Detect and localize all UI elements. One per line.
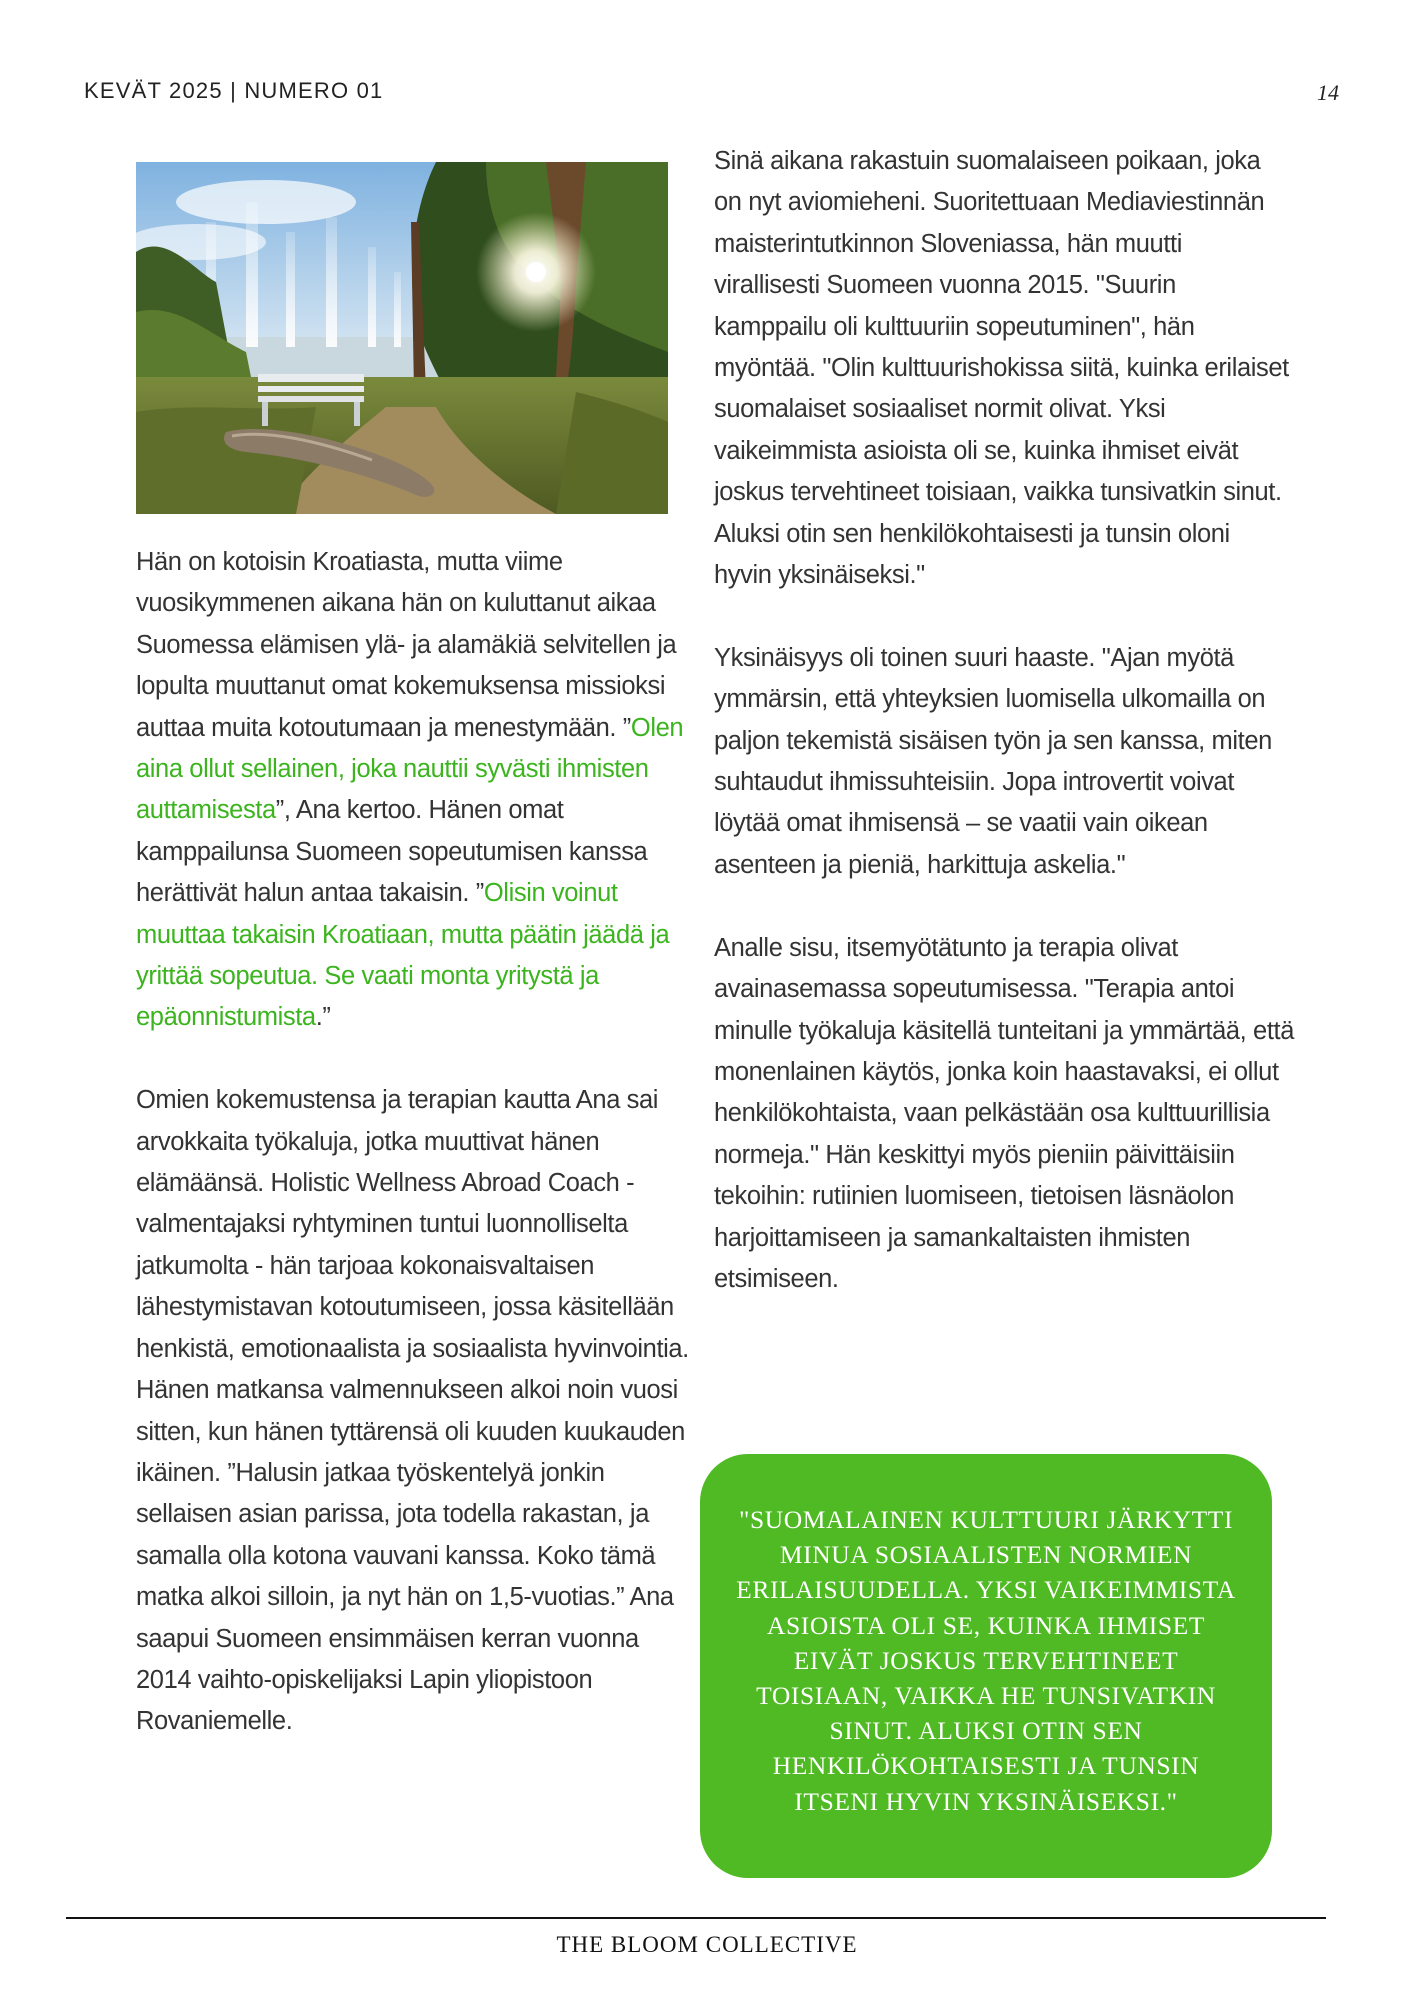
pull-quote-box: [700, 1454, 1272, 1878]
footer-divider: [66, 1917, 1326, 1919]
issue-label: KEVÄT 2025 | NUMERO 01: [84, 78, 384, 103]
right-column: [714, 141, 1294, 1342]
highlighted-quote-2: Olisin voinut muuttaa takaisin Kroatiaan, mutta päätin jäädä ja yrittää sopeutua. Se vaati monta yritystä ja epäonnistumista: [136, 879, 670, 1032]
lakeside-park-photo: [136, 162, 668, 514]
pull-quote-text: "SUOMALAINEN KULTTUURI JÄRKYTTI MINUA SOSIAALISTEN NORMIEN ERILAISUUDELLA. YKSI VAIKEIMMISTA ASIOISTA OLI SE, KUINKA IHMISET EIVÄT JOSKUS TERVEHTINEET TOISIAAN, VAIKKA HE TUNSIVATKIN SINUT. ALUKSI OTIN SEN HENKILÖKOHTAISESTI JA TUNSIN ITSENI HYVIN YKSINÄISEKSI.": [736, 1505, 1236, 1816]
highlighted-quote-1: Olen aina ollut sellainen, joka nauttii syvästi ihmisten auttamisesta: [136, 713, 684, 825]
left-paragraph-1-text-c: .”: [315, 1003, 331, 1032]
right-paragraph-1: Sinä aikana rakastuin suomalaiseen poikaan, joka on nyt aviomieheni. Suoritettuaan Mediaviestinnän maisterintutkinnon Sloveniassa, hän muutti virallisesti Suomeen vuonna 2015. "Suurin kamppailu oli kulttuuriin sopeutuminen", hän myöntää. "Olin kulttuurishokissa siitä, kuinka erilaiset suomalaiset sosiaaliset normit olivat. Yksi vaikeimmista asioista oli se, kuinka ihmiset eivät joskus tervehtineet toisiaan, vaikka tunsivatkin sinut. Aluksi otin sen henkilökohtaisesti ja tunsin oloni hyvin yksinäiseksi.": [714, 147, 1289, 590]
left-column: [136, 542, 696, 1784]
magazine-footer: THE BLOOM COLLECTIVE: [556, 1932, 858, 1957]
page-number: 14: [1317, 80, 1339, 105]
right-paragraph-3: Analle sisu, itsemyötätunto ja terapia olivat avainasemassa sopeutumisessa. "Terapia antoi minulle työkaluja käsitellä tunteitani ja ymmärtää, että monenlainen käytös, jonka koin haastavaksi, ei ollut henkilökohtaista, vaan pelkästään osa kulttuurillisia normeja." Hän keskittyi myös pieniin päivittäisiin tekoihin: rutiinien luomiseen, tietoisen läsnäolon harjoittamiseen ja samankaltaisten ihmisten etsimiseen.: [714, 933, 1294, 1293]
left-paragraph-2: Omien kokemustensa ja terapian kautta Ana sai arvokkaita työkaluja, jotka muuttivat hänen elämäänsä. Holistic Wellness Abroad Coach -valmentajaksi ryhtyminen tuntui luonnolliselta jatkumolta - hän tarjoaa kokonaisvaltaisen lähestymistavan kotoutumiseen, jossa käsitellään henkistä, emotionaalista ja sosiaalista hyvinvointia. Hänen matkansa valmennukseen alkoi noin vuosi sitten, kun hänen tyttärensä oli kuuden kuukauden ikäinen. ”Halusin jatkaa työskentelyä jonkin sellaisen asian parissa, jota todella rakastan, ja samalla olla kotona vauvani kanssa. Koko tämä matka alkoi silloin, ja nyt hän on 1,5-vuotias.” Ana saapui Suomeen ensimmäisen kerran vuonna 2014 vaihto-opiskelijaksi Lapin yliopistoon Rovaniemelle.: [136, 1086, 689, 1736]
left-paragraph-1-text-b: ”, Ana kertoo. Hänen omat kamppailunsa Suomeen sopeutumisen kanssa herättivät halun antaa takaisin. ”: [136, 796, 648, 908]
left-paragraph-1: [136, 542, 696, 1039]
left-paragraph-1-text-a: Hän on kotoisin Kroatiasta, mutta viime vuosikymmenen aikana hän on kuluttanut aikaa Suomessa elämisen ylä- ja alamäkiä selvitellen ja lopulta muuttanut omat kokemuksensa missioksi auttaa muita kotoutumaan ja menestymään. ”: [136, 548, 677, 742]
photo-illustration: [136, 162, 668, 514]
right-paragraph-2: Yksinäisyys oli toinen suuri haaste. "Ajan myötä ymmärsin, että yhteyksien luomisella ulkomailla on paljon tekemistä sisäisen työn ja sen kanssa, miten suhtaudut ihmissuhteisiin. Jopa introvertit voivat löytää omat ihmisensä – se vaatii vain oikean asenteen ja pieniä, harkittuja askelia.": [714, 643, 1272, 879]
